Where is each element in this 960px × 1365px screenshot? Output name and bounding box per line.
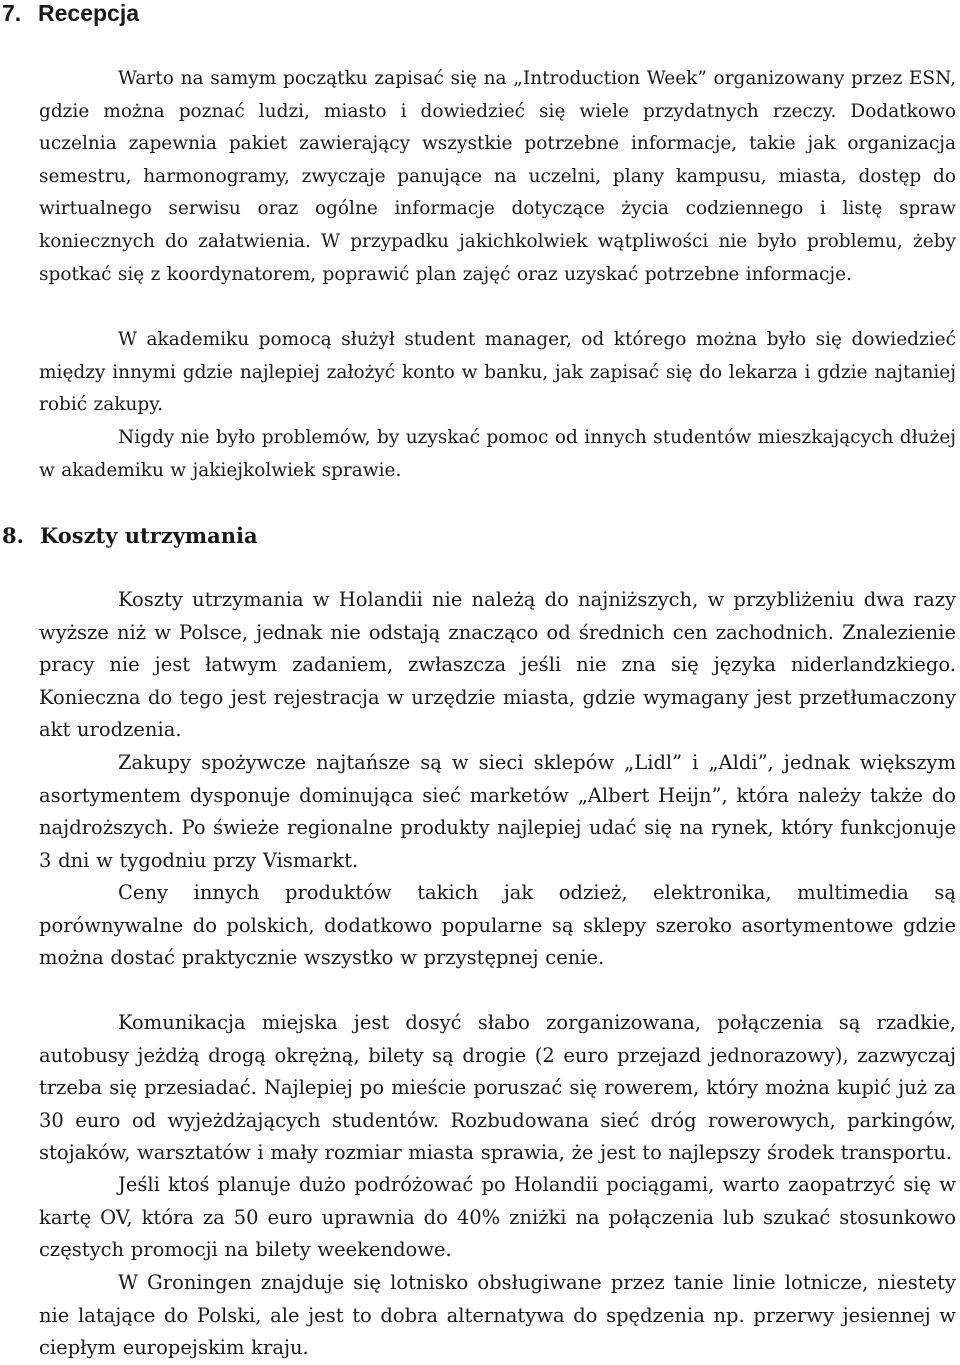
paragraph: Zakupy spożywcze najtańsze są w sieci sklepów „Lidl” i „Aldi”, jednak większym asortymentem dysponuje dominująca sieć marketów „Albert Heijn”, która należy także do najdroższych. Po świeże regionalne produkty najlepiej udać się na rynek, który funkcjonuje 3 dni w tygodniu przy Vismarkt.: [39, 751, 956, 872]
section-heading-reception: [2, 0, 139, 27]
paragraph: W Groningen znajduje się lotnisko obsługiwane przez tanie linie lotnicze, niestety nie latające do Polski, ale jest to dobra alternatywa do spędzenia np. przerwy jesiennej w ciepłym europejskim kraju.: [39, 1271, 956, 1360]
paragraph: Komunikacja miejska jest dosyć słabo zorganizowana, połączenia są rzadkie, autobusy jeżdżą drogą okrężną, bilety są drogie (2 euro przejazd jednorazowy), zazwyczaj trzeba się przesiadać. Najlepiej po mieście poruszać się rowerem, który można kupić już za 30 euro od wyjeżdżających studentów. Rozbudowana sieć dróg rowerowych, parkingów, stojaków, warsztatów i mały rozmiar miasta sprawia, że jest to najlepszy środek transportu.: [39, 1011, 956, 1165]
paragraph: Nigdy nie było problemów, by uzyskać pomoc od innych studentów mieszkających dłużej w akademiku w jakiejkolwiek sprawie.: [39, 427, 956, 481]
section-title: Recepcja: [38, 0, 140, 26]
paragraph: Koszty utrzymania w Holandii nie należą do najniższych, w przybliżeniu dwa razy wyższe niż w Polsce, jednak nie odstają znacząco od średnich cen zachodnich. Znalezienie pracy nie jest łatwym zadaniem, zwłaszcza jeśli nie zna się języka niderlandzkiego. Konieczna do tego jest rejestracja w urzędzie miasta, gdzie wymagany jest przetłumaczony akt urodzenia.: [39, 588, 956, 742]
section-number: 7.: [2, 0, 22, 26]
paragraph: Ceny innych produktów takich jak odzież, elektronika, multimedia są porównywalne do polskich, dodatkowo popularne są sklepy szeroko asortymentowe gdzie można dostać praktycznie wszystko w przystępnej cenie.: [39, 881, 956, 970]
paragraph: W akademiku pomocą służył student manager, od którego można było się dowiedzieć między innymi gdzie najlepiej założyć konto w banku, jak zapisać się do lekarza i gdzie najtaniej robić zakupy.: [39, 329, 956, 416]
paragraph: Warto na samym początku zapisać się na „Introduction Week” organizowany przez ESN, gdzie można poznać ludzi, miasto i dowiedzieć się wiele przydatnych rzeczy. Dodatkowo uczelnia zapewnia pakiet zawierający wszystkie potrzebne informacje, takie jak organizacja semestru, harmonogramy, zwyczaje panujące na uczelni, plany kampusu, miasta, dostęp do wirtualnego serwisu oraz ogólne informacje dotyczące życia codziennego i listę spraw koniecznych do załatwienia. W przypadku jakichkolwiek wątpliwości nie było problemu, żeby spotkać się z koordynatorem, poprawić plan zajęć oraz uzyskać potrzebne informacje.: [39, 68, 956, 285]
paragraph: Jeśli ktoś planuje dużo podróżować po Holandii pociągami, warto zaopatrzyć się w kartę OV, która za 50 euro uprawnia do 40% zniżki na połączenia lub szukać stosunkowo częstych promocji na bilety weekendowe.: [39, 1173, 956, 1262]
section-number: 8.: [2, 523, 24, 548]
section-heading-living-costs: [2, 523, 258, 549]
section-title: Koszty utrzymania: [40, 523, 258, 548]
